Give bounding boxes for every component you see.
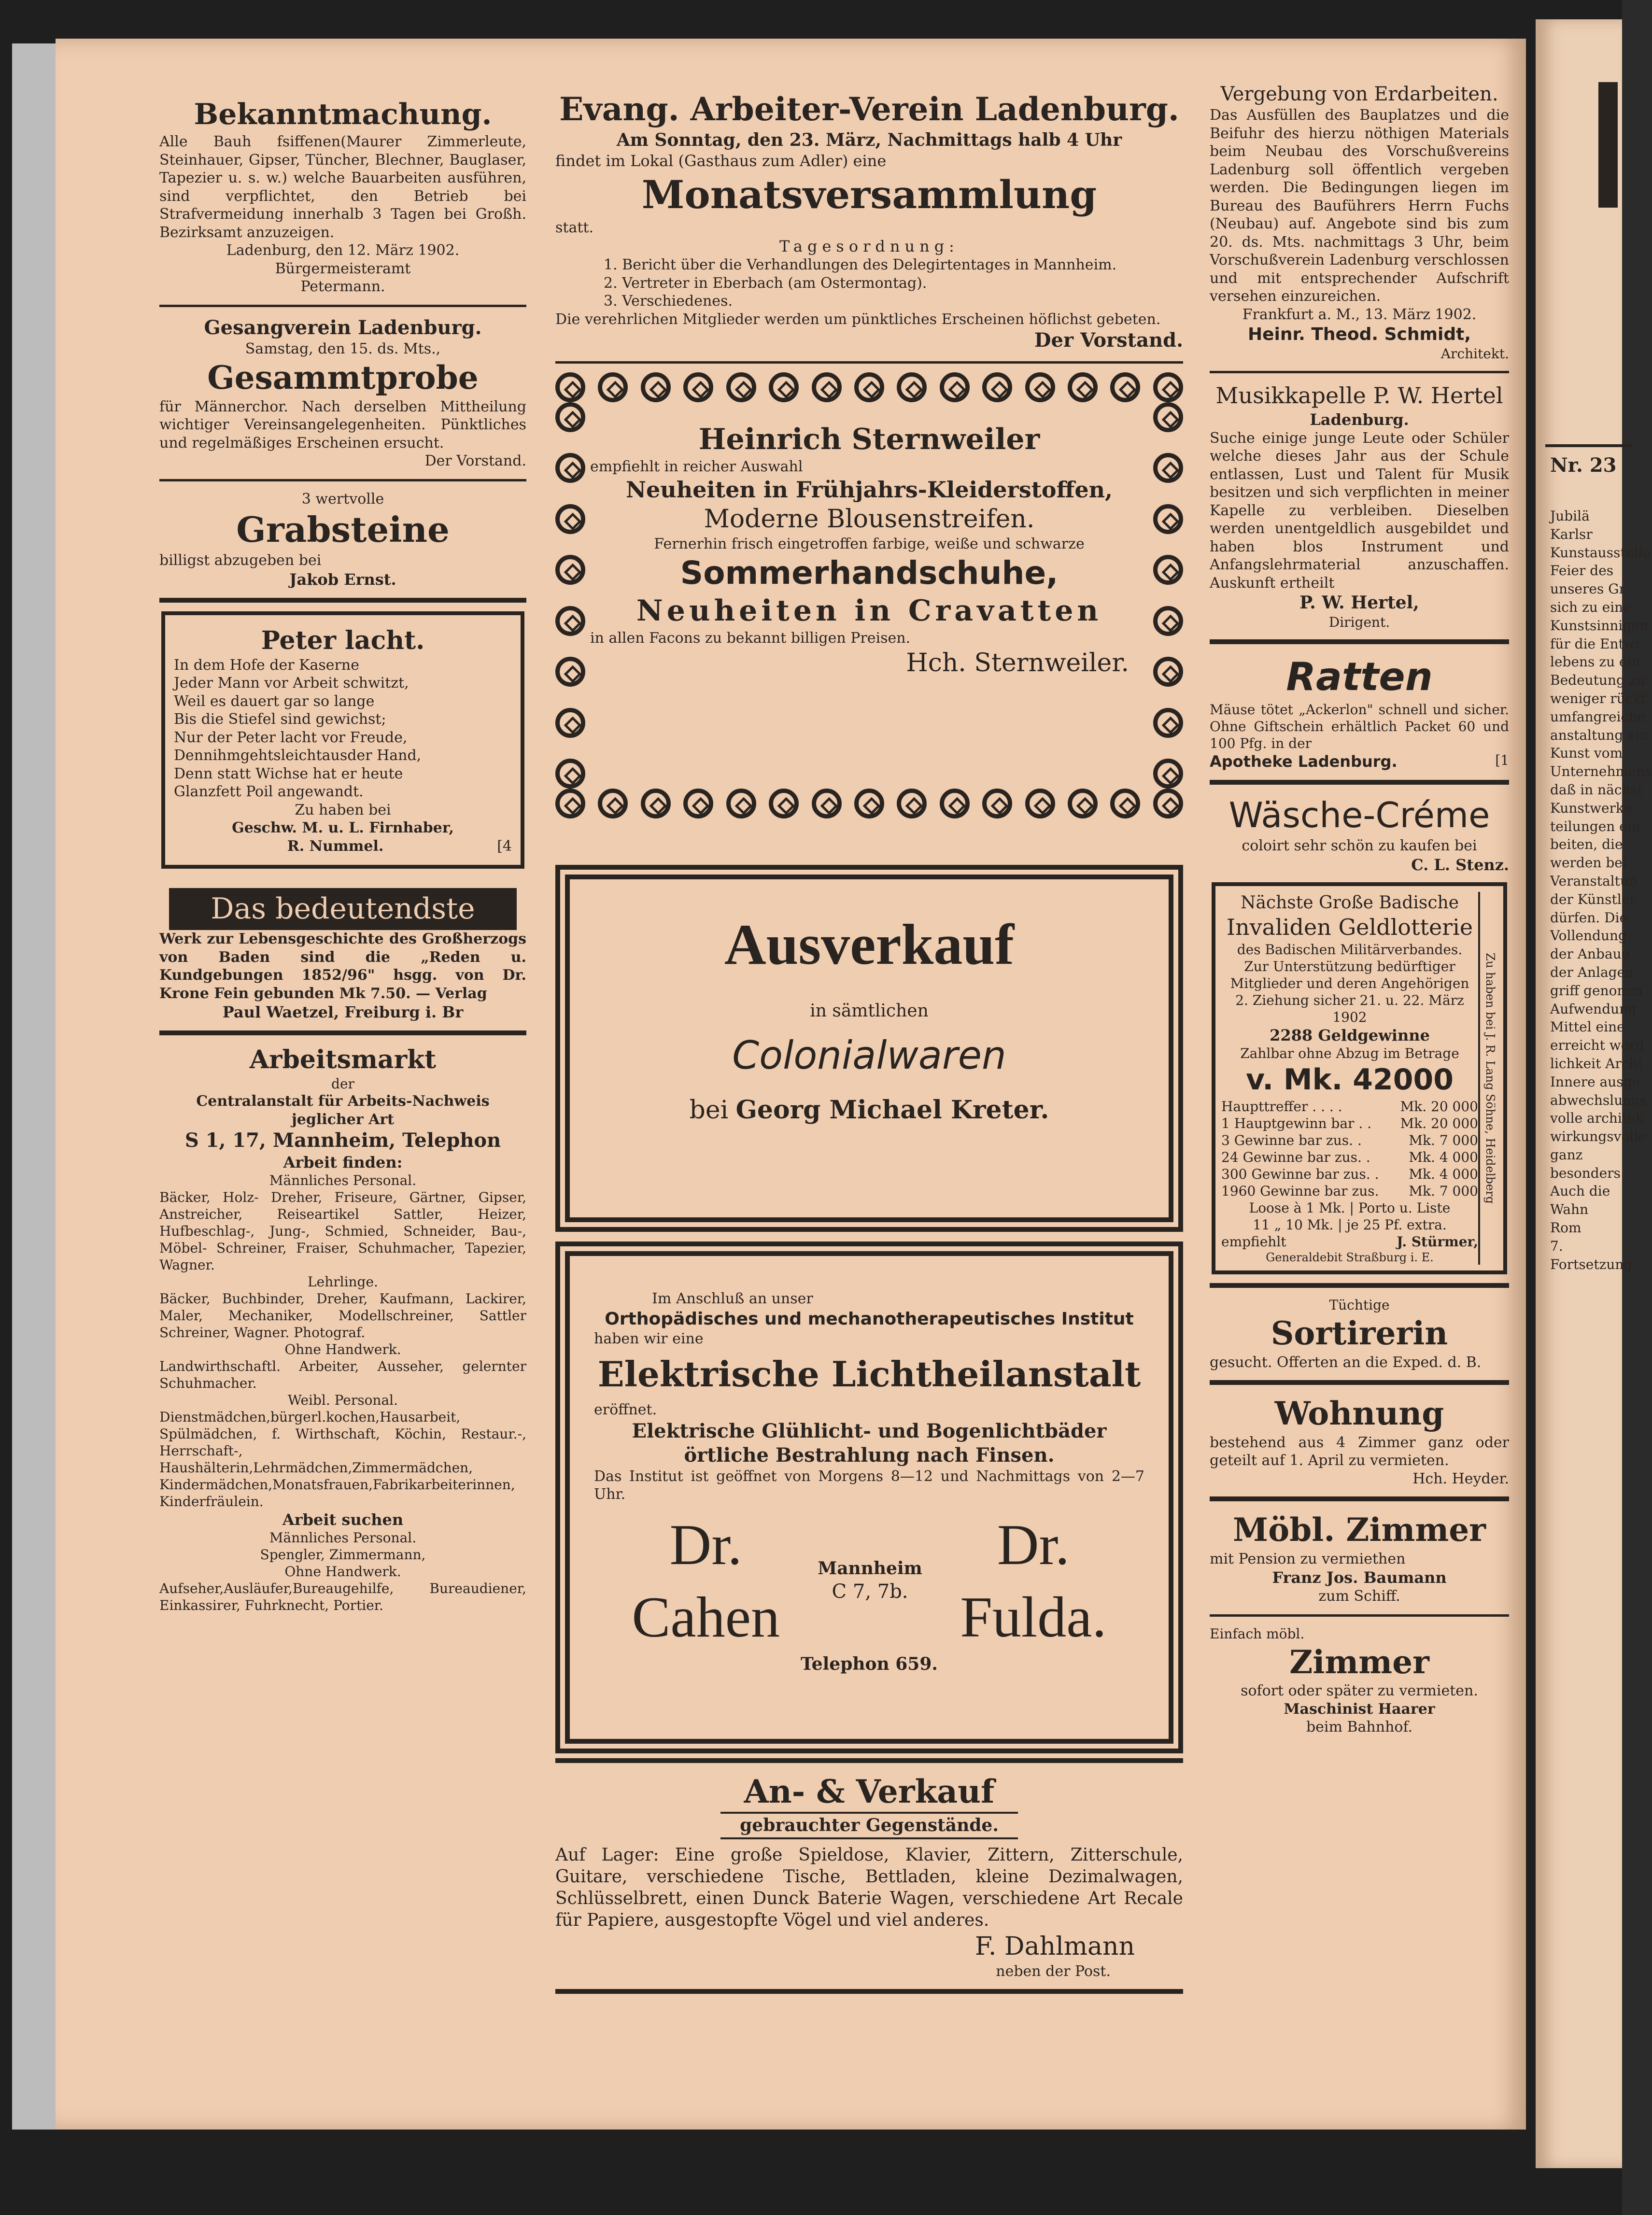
ad-signature-2: neben der Post. (996, 1962, 1111, 1980)
ad-date: Frankfurt a. M., 13. März 1902. (1242, 306, 1477, 323)
ornament-ring (555, 402, 585, 432)
prize-table (1221, 1098, 1478, 1199)
divider (555, 1989, 1183, 1994)
ornament-ring (1153, 372, 1183, 402)
poem-line: Glanzfett Poil angewandt. (174, 783, 364, 800)
ornament-ring (555, 657, 585, 687)
text-fragment: beiten, die (1550, 836, 1623, 853)
ornament-ring (1153, 504, 1183, 534)
divider (159, 479, 526, 481)
ad-title: Bekanntmachung. (194, 98, 492, 131)
ad-pretitle: 3 wertvolle (301, 490, 384, 508)
text-fragment: anstaltung ein (1550, 727, 1649, 743)
divider (1210, 1614, 1509, 1617)
agenda-item: 2. Vertreter in Eberbach (am Ostermontag). (604, 274, 927, 292)
poem-line: Bis die Stiefel sind gewichst; (174, 711, 386, 728)
ad-line: Zahlbar ohne Abzug im Betrage (1240, 1045, 1459, 1061)
text-fragment: Auch die (1550, 1183, 1610, 1199)
ornament-border-left (555, 402, 585, 789)
section-subheading: Ohne Handwerk. (284, 1564, 401, 1580)
poem-line: Jeder Mann vor Arbeit schwitzt, (174, 675, 409, 691)
ornament-ring (683, 789, 713, 818)
ad-line: Das Institut ist geöffnet von Morgens 8—12 und Nachmittags von 2—7 Uhr. (594, 1467, 1144, 1503)
ad-title: Ratten (1286, 654, 1433, 699)
ornament-ring (1025, 372, 1055, 402)
text-fragment: werden bei (1550, 855, 1627, 871)
ad-title: Heinrich Sternweiler (698, 423, 1040, 456)
ad-institut (555, 1242, 1183, 1753)
text-fragment: sich zu eine (1550, 599, 1631, 615)
ornament-ring (1153, 453, 1183, 483)
prize-cell: Mk. 7 000 (1409, 1183, 1478, 1199)
ad-signature: Hch. Heyder. (1412, 1470, 1509, 1487)
ad-content (570, 1256, 1169, 1675)
ad-headline: Elektrische Lichtheilanstalt (597, 1354, 1141, 1395)
ad-erdarbeiten (1210, 82, 1509, 362)
middle-column (555, 89, 1183, 2003)
ornament-ring (769, 372, 799, 402)
ad-amount: v. Mk. 42000 (1246, 1063, 1454, 1097)
text-fragment: der Künstler (1550, 891, 1636, 907)
prize-cell: 1960 Gewinne bar zus. (1221, 1183, 1379, 1199)
job-list: Aufseher,Ausläufer,Bureaugehilfe, Bureaudiener, Einkassirer, Fuhrknecht, Portier. (159, 1580, 526, 1613)
ad-line: des Badischen Militärverbandes. (1237, 942, 1463, 958)
ad-line: S 1, 17, Mannheim, Telephon (184, 1129, 501, 1152)
divider (159, 1030, 526, 1035)
ad-bedeutendste (159, 888, 526, 1022)
section-subheading: Weibl. Personal. (287, 1392, 398, 1408)
divider (1210, 1496, 1509, 1501)
ad-line: empfiehlt (1221, 1234, 1286, 1250)
text-fragment: Karlsr (1550, 526, 1593, 542)
text-fragment: Bedeutung zu (1550, 672, 1645, 689)
ad-line: findet im Lokal (Gasthaus zum Adler) eine (555, 151, 887, 170)
ad-line: 2. Ziehung sicher 21. u. 22. März 1902 (1235, 992, 1464, 1025)
poem-line: Dennihmgehtsleichtausder Hand, (174, 747, 422, 764)
ornament-ring (940, 372, 970, 402)
ad-line: Am Sonntag, den 23. März, Nachmittags halb 4 Uhr (616, 129, 1122, 150)
prize-row (1221, 1166, 1478, 1183)
ad-title: Das bedeutendste (169, 888, 516, 930)
divider (1210, 639, 1509, 644)
ad-title: Sortirerin (1271, 1314, 1448, 1352)
ad-gesangverein (159, 316, 526, 470)
text-fragment: Veranstaltun (1550, 873, 1638, 889)
ad-headline: Monatsversammlung (641, 171, 1097, 217)
ad-date: Samstag, den 15. ds. Mts., (245, 340, 441, 357)
ad-signature: Der Vorstand. (424, 452, 526, 469)
prize-cell: Mk. 4 000 (1409, 1166, 1478, 1182)
ad-phone: Telephon 659. (801, 1653, 938, 1674)
ad-role: Architekt. (1440, 346, 1509, 362)
job-list: Landwirthschaftl. Arbeiter, Ausseher, gelernter Schuhmacher. (159, 1358, 526, 1391)
ad-line: Im Anschluß an unser (652, 1290, 813, 1307)
ad-body: Suche einige junge Leute oder Schüler welche dieses Jahr aus der Schule entlassen, Lust und Talent für Musik besitzen und sich verpflichten in meiner Kapelle zu verbleiben. Dieselben werden unentgeldlich ausgebildet und haben blos Instrument und Anfangslehrmaterial anzuschaffen. Auskunft ertheilt (1210, 429, 1509, 592)
job-list: Bäcker, Buchbinder, Dreher, Kaufmann, Lackirer, Maler, Mechaniker, Modellschreiner, Sattler Schreiner, Wagner. Photograf. (159, 1291, 526, 1340)
text-fragment: Wahn (1550, 1201, 1589, 1218)
ad-title: Musikkapelle P. W. Hertel (1215, 382, 1503, 409)
ad-body: Auf Lager: Eine große Spieldose, Klavier, Zittern, Zitterschule, Guitare, verschiedene Tische, Bettladen, kleine Dezimalwagen, Schlüsselbrett, einen Dunck Baterie Wagen, verschiedene Art Recale für Papiere, ausgestopfte Vögel und viel anderes. (555, 1845, 1183, 1930)
masthead-fragment (1598, 82, 1618, 208)
prize-row (1221, 1132, 1478, 1149)
agenda-item: 3. Verschiedenes. (604, 293, 733, 310)
ad-signature: J. Stürmer, (1397, 1234, 1478, 1250)
text-fragment: umfangreiche (1550, 708, 1645, 725)
poem-line: In dem Hofe der Kaserne (174, 656, 359, 674)
ornament-ring (598, 372, 628, 402)
next-page-edge (1536, 19, 1652, 2168)
poem-line: Nur der Peter lacht vor Freude, (174, 729, 408, 746)
divider (1210, 1283, 1509, 1288)
ad-body: Werk zur Lebensgeschichte des Großherzogs von Baden sind die „Reden u. Kundgebungen 1852/96" hsgg. von Dr. Krone Fein gebunden Mk 7.50. — Verlag (159, 931, 526, 1002)
divider (159, 598, 526, 603)
ornament-ring (598, 789, 628, 818)
text-fragment: Mittel eine (1550, 1019, 1625, 1035)
section-heading: Arbeit suchen (282, 1510, 404, 1529)
ad-arbeiterverein (555, 89, 1183, 353)
text-fragment: abwechslungs (1550, 1092, 1647, 1108)
ad-signature: Maschinist Haarer (1284, 1700, 1435, 1718)
text-fragment: Rom (1550, 1220, 1581, 1236)
ornament-ring (555, 555, 585, 585)
section-subheading: Männliches Personal. (269, 1530, 417, 1546)
ad-place: zum Schiff. (1318, 1588, 1400, 1605)
ad-content (570, 879, 1169, 1126)
ad-bekanntmachung (159, 97, 526, 296)
text-fragment: Kunstsinnigen (1550, 617, 1648, 634)
text-fragment: griff genomm (1550, 982, 1643, 999)
ad-pretitle: Einfach möbl. (1210, 1625, 1305, 1642)
ad-sternweiler (555, 372, 1183, 850)
ornament-ring (555, 504, 585, 534)
ad-line: Fernerhin frisch eingetroffen farbige, weiße und schwarze (654, 536, 1085, 552)
ornament-ring (641, 372, 671, 402)
ornament-ring (555, 708, 585, 738)
ornament-ring (1068, 789, 1098, 818)
ad-office: Bürgermeisteramt (275, 260, 411, 277)
ornament-ring (1153, 606, 1183, 636)
ad-body: Das Ausfüllen des Bauplatzes und die Beifuhr des hierzu nöthigen Materials beim Neubau des Vorschußvereins Ladenburg soll öffentlich vergeben werden. Die Bedingungen liegen im Bureau des Bauführers Herrn Fuchs (Neubau) auf. Angebote sind bis zum 20. ds. Mts. nachmittags 3 Uhr, beim Vorschußverein Ladenburg verschlossen und mit entsprechender Aufschrift versehen einzureichen. (1210, 107, 1509, 305)
ornament-ring (555, 372, 585, 402)
ad-title: Arbeitsmarkt (249, 1045, 437, 1074)
ad-signature: Jakob Ernst. (289, 570, 396, 589)
ornament-ring (726, 372, 756, 402)
text-fragment: Jubilä (1550, 508, 1590, 524)
ornament-border-bottom (555, 789, 1183, 818)
ad-line: in allen Facons zu bekannt billigen Preisen. (590, 630, 911, 647)
ad-peter-lacht (161, 611, 524, 869)
text-fragment: unseres Gr (1550, 581, 1625, 597)
prize-cell: Haupttreffer . . . . (1221, 1099, 1342, 1115)
poem-line: Denn statt Wichse hat er heute (174, 765, 403, 782)
text-fragment: für die Entwi (1550, 635, 1640, 652)
ad-arbeitsmarkt (159, 1044, 526, 1614)
ad-date: Ladenburg, den 12. März 1902. (226, 242, 460, 259)
ad-line: Orthopädisches und mechanotherapeutisches Institut (605, 1309, 1134, 1329)
ornament-ring (1110, 372, 1140, 402)
ad-zimmer (1210, 1625, 1509, 1736)
ad-headline: Gesammtprobe (207, 359, 479, 396)
divider (1210, 780, 1509, 785)
ad-line: Sommerhandschuhe, (680, 554, 1059, 592)
ad-wohnung (1210, 1394, 1509, 1488)
ornament-ring (769, 789, 799, 818)
ad-ratten (1210, 653, 1509, 771)
right-column (1210, 82, 1509, 1736)
ad-title: An- & Verkauf (744, 1773, 995, 1810)
ad-role: Dirigent. (1328, 614, 1390, 630)
ad-line: in sämtlichen (810, 1001, 929, 1021)
text-fragment: Innere ausge (1550, 1073, 1640, 1090)
ornament-ring (982, 372, 1012, 402)
ornament-ring (1153, 657, 1183, 687)
text-fragment: der Anlagen (1550, 964, 1634, 980)
ad-title: Zimmer (1289, 1643, 1429, 1681)
ornament-ring (1110, 789, 1140, 818)
ad-line: Loose à 1 Mk. | Porto u. Liste (1249, 1200, 1451, 1216)
next-page-text (1550, 507, 1652, 1273)
ad-signature: Georg Michael Kreter. (735, 1095, 1049, 1125)
ad-body: billigst abzugeben bei (159, 552, 322, 569)
job-list: Spengler, Zimmermann, (260, 1547, 426, 1563)
ad-title: Evang. Arbeiter-Verein Ladenburg. (559, 90, 1179, 128)
ad-line: Elektrische Glühlicht- und Bogenlichtbäder (632, 1419, 1107, 1442)
divider (159, 305, 526, 307)
text-fragment: lebens zu ein (1550, 654, 1640, 670)
section-heading: Arbeit finden: (283, 1153, 403, 1171)
ad-side-note: Zu haben bei J. R. Lang Söhne, Heidelberg (1478, 892, 1497, 1265)
ad-ausverkauf (555, 865, 1183, 1232)
text-fragment: daß in nächst (1550, 781, 1643, 798)
ad-publisher: Paul Waetzel, Freiburg i. Br (222, 1003, 464, 1021)
ornament-ring (1153, 789, 1183, 818)
ad-line: eröffnet. (594, 1401, 657, 1418)
ad-content (585, 402, 1153, 789)
ad-body: für Männerchor. Nach derselben Mittheilung wichtiger Vereinsangelegenheiten. Pünktliches und regelmäßiges Erscheinen ersucht. (159, 398, 526, 451)
ad-body: Alle Bauh fsiffenen(Maurer Zimmerleute, Steinhauer, Gipser, Tüncher, Blechner, Bauglaser, Tapezier u. s. w.) welche Bauarbeiten ausführen, sind verpflichtet, den Betrieb bei Strafvermeidung innerhalb 3 Tagen bei Großh. Bezirksamt anzuzeigen. (159, 133, 526, 241)
text-fragment: weniger rückt (1550, 690, 1647, 706)
text-fragment: ganz besonders (1550, 1146, 1621, 1181)
prize-cell: Mk. 20 000 (1400, 1115, 1478, 1131)
ornament-ring (1153, 759, 1183, 789)
text-fragment: 7. Fortsetzung. (1550, 1238, 1637, 1272)
ornament-ring (897, 372, 927, 402)
ad-signature: C. L. Stenz. (1411, 855, 1509, 874)
text-fragment: der Anbaue (1550, 946, 1630, 962)
ad-signature: Heinr. Theod. Schmidt, (1247, 324, 1471, 344)
ad-line: Neuheiten in Cravatten (636, 594, 1102, 628)
agenda-item: 1. Bericht über die Verhandlungen des Delegirtentages in Mannheim. (604, 256, 1117, 273)
ad-line: empfiehlt in reicher Auswahl (590, 458, 803, 475)
prize-cell: Mk. 4 000 (1409, 1149, 1478, 1165)
ad-signature: Franz Jos. Baumann (1272, 1568, 1447, 1587)
ad-line: Colonialwaren (732, 1033, 1006, 1078)
ad-headline: Invaliden Geldlotterie (1226, 914, 1473, 940)
ad-line: 11 „ 10 Mk. | je 25 Pf. extra. (1253, 1217, 1447, 1233)
ad-headline: Grabsteine (236, 509, 450, 550)
divider (1210, 1380, 1509, 1385)
text-fragment: erreicht word (1550, 1037, 1644, 1054)
ad-line: statt. (555, 219, 593, 236)
ornament-ring (641, 789, 671, 818)
left-column (159, 97, 526, 1614)
ad-signature: P. W. Hertel, (1299, 593, 1419, 613)
ornament-ring (1153, 555, 1183, 585)
ad-line: örtliche Bestrahlung nach Finsen. (684, 1443, 1055, 1467)
ad-line: der (331, 1076, 354, 1092)
ornament-ring (1153, 402, 1183, 432)
ad-signature: Apotheke Ladenburg. (1210, 752, 1398, 771)
ornament-ring (1025, 789, 1055, 818)
ad-line: Centralanstalt für Arbeits-Nachweis (196, 1093, 490, 1110)
prize-cell: 1 Hauptgewinn bar . . (1221, 1115, 1372, 1131)
text-fragment: Kunstwerke (1550, 800, 1632, 816)
agenda-list (555, 256, 1183, 310)
ad-city: Ladenburg. (1310, 410, 1409, 429)
ad-number: [4 (497, 837, 512, 855)
text-fragment: teilungen ein (1550, 818, 1640, 834)
ad-line: Nächste Große Badische (1240, 892, 1459, 913)
ad-title: Möbl. Zimmer (1233, 1511, 1486, 1549)
prize-row (1221, 1098, 1478, 1115)
ad-city: Mannheim (818, 1558, 922, 1579)
text-fragment: Unternehmens (1550, 763, 1652, 780)
ad-line: Zur Unterstützung bedürftiger Mitglieder und deren Angehörigen (1230, 959, 1469, 991)
ad-body: coloirt sehr schön zu kaufen bei (1242, 837, 1477, 854)
ad-signature: Hch. Sternweiler. (906, 648, 1129, 677)
ad-sold-at: Zu haben bei (295, 801, 391, 818)
section-subheading: Männliches Personal. (269, 1172, 417, 1188)
ad-waesche (1210, 793, 1509, 875)
ornament-ring (555, 606, 585, 636)
text-fragment: wirkungsvolle (1550, 1129, 1646, 1145)
ad-content (1221, 892, 1478, 1265)
ad-sortirerin (1210, 1297, 1509, 1371)
text-fragment: lichkeit Archi (1550, 1055, 1642, 1072)
ad-body: bestehend aus 4 Zimmer ganz oder geteilt auf 1. April zu vermieten. (1210, 1434, 1509, 1469)
agenda-title: Tagesordnung: (779, 237, 959, 255)
section-subheading: Ohne Handwerk. (284, 1341, 401, 1357)
prize-row (1221, 1115, 1478, 1132)
text-fragment: Kunst vom (1550, 745, 1623, 762)
ad-ankauf (555, 1772, 1183, 1980)
prize-row (1221, 1149, 1478, 1166)
ad-seller: Geschw. M. u. L. Firnhaber, (232, 819, 454, 836)
ornament-ring (683, 372, 713, 402)
ornament-ring (982, 789, 1012, 818)
ad-title: Wohnung (1274, 1395, 1444, 1432)
poem-line: Weil es dauert gar so lange (174, 692, 375, 710)
ad-title: Ausverkauf (724, 912, 1015, 976)
ornament-ring (555, 789, 585, 818)
ornament-ring (555, 759, 585, 789)
ornament-ring (555, 453, 585, 483)
ad-moebl-zimmer (1210, 1510, 1509, 1606)
text-fragment: Feier des (1550, 563, 1614, 579)
text-fragment: dürfen. Die (1550, 909, 1628, 926)
ad-body: sofort oder später zu vermieten. (1241, 1682, 1478, 1699)
ad-title: Gesangverein Ladenburg. (204, 316, 482, 339)
ornament-border-top (555, 372, 1183, 402)
ad-pretitle: Tüchtige (1329, 1297, 1390, 1313)
book-binding-edge (12, 43, 58, 2130)
prize-cell: 3 Gewinne bar zus. . (1221, 1132, 1362, 1148)
ad-title: Peter lacht. (261, 625, 425, 655)
ad-title: Vergebung von Erdarbeiten. (1220, 83, 1498, 105)
ad-subtitle: gebrauchter Gegenstände. (720, 1812, 1018, 1839)
prize-cell: Mk. 7 000 (1409, 1132, 1478, 1148)
prize-cell: Mk. 20 000 (1400, 1099, 1478, 1115)
job-list: Bäcker, Holz- Dreher, Friseure, Gärtner, Gipser, Anstreicher, Reiseartikel Sattler, Heizer, Hufbeschlag-, Jung-, Schmied, Schneider, Bau-, Möbel- Schreiner, Fraiser, Schuhmacher, Tapezier, Wagner. (159, 1189, 526, 1273)
ad-signature: Der Vorstand. (1034, 329, 1183, 352)
ornament-ring (940, 789, 970, 818)
ad-body: mit Pension zu vermiethen (1210, 1550, 1406, 1567)
section-subheading: Lehrlinge. (308, 1274, 378, 1290)
ornament-ring (812, 372, 842, 402)
ad-title: Wäsche-Créme (1228, 795, 1490, 835)
ad-line: Neuheiten in Frühjahrs-Kleiderstoffen, (625, 476, 1113, 503)
ad-grabsteine (159, 490, 526, 589)
text-fragment: Kunstausstellu (1550, 544, 1652, 561)
ad-number: [1 (1495, 752, 1509, 768)
ad-line: 2288 Geldgewinne (1270, 1026, 1430, 1044)
doctor-name: Dr. Fulda. (960, 1512, 1107, 1649)
ornament-ring (897, 789, 927, 818)
ad-role: Generaldebit Straßburg i. E. (1266, 1251, 1434, 1264)
ad-line: haben wir eine (594, 1330, 704, 1347)
text-fragment: Vollendung (1550, 928, 1627, 944)
ad-line: jeglicher Art (291, 1111, 395, 1128)
text-fragment: volle architek (1550, 1110, 1644, 1127)
prize-cell: 24 Gewinne bar zus. . (1221, 1149, 1370, 1165)
poem-lines (174, 656, 512, 801)
ornament-ring (854, 372, 884, 402)
ornament-ring (1153, 708, 1183, 738)
doctor-name: Dr. Cahen (632, 1512, 780, 1649)
divider (1210, 371, 1509, 373)
ornament-ring (1068, 372, 1098, 402)
ad-body: gesucht. Offerten an die Exped. d. B. (1210, 1354, 1482, 1371)
ad-body: Mäuse tötet „Ackerlon" schnell und sicher. Ohne Giftschein erhältlich Packet 60 und 100 Pfg. in der (1210, 702, 1509, 751)
ad-address: C 7, 7b. (832, 1580, 908, 1603)
ornament-ring (854, 789, 884, 818)
ornament-ring (726, 789, 756, 818)
ad-seller-2: R. Nummel. (287, 837, 384, 855)
issue-number: Nr. 23 (1550, 454, 1617, 477)
job-list: Dienstmädchen,bürgerl.kochen,Hausarbeit, Spülmädchen, f. Wirthschaft, Köchin, Restaur.-, Herrschaft-, Haushälterin,Lehrmädchen,Zimmermädchen, Kindermädchen,Monatsfrauen,Fabrikarbeiterinnen, Kinderfräulein. (159, 1409, 526, 1510)
ad-signature: F. Dahlmann (974, 1932, 1135, 1961)
divider (555, 361, 1183, 364)
ad-line: Moderne Blousenstreifen. (704, 505, 1035, 534)
text-fragment: Aufwendung (1550, 1001, 1637, 1017)
divider (555, 1758, 1183, 1763)
ornament-border-right (1153, 402, 1183, 789)
ad-lotterie (1212, 882, 1507, 1275)
ad-signature: Petermann. (300, 278, 385, 295)
ad-note: Die verehrlichen Mitglieder werden um pünktliches Erscheinen höflichst gebeten. (555, 310, 1161, 328)
prize-cell: 300 Gewinne bar zus. . (1221, 1166, 1379, 1182)
ad-musikkapelle (1210, 382, 1509, 631)
prize-row (1221, 1183, 1478, 1199)
ornament-ring (812, 789, 842, 818)
ad-line: bei (689, 1096, 729, 1125)
ad-place: beim Bahnhof. (1306, 1719, 1413, 1735)
